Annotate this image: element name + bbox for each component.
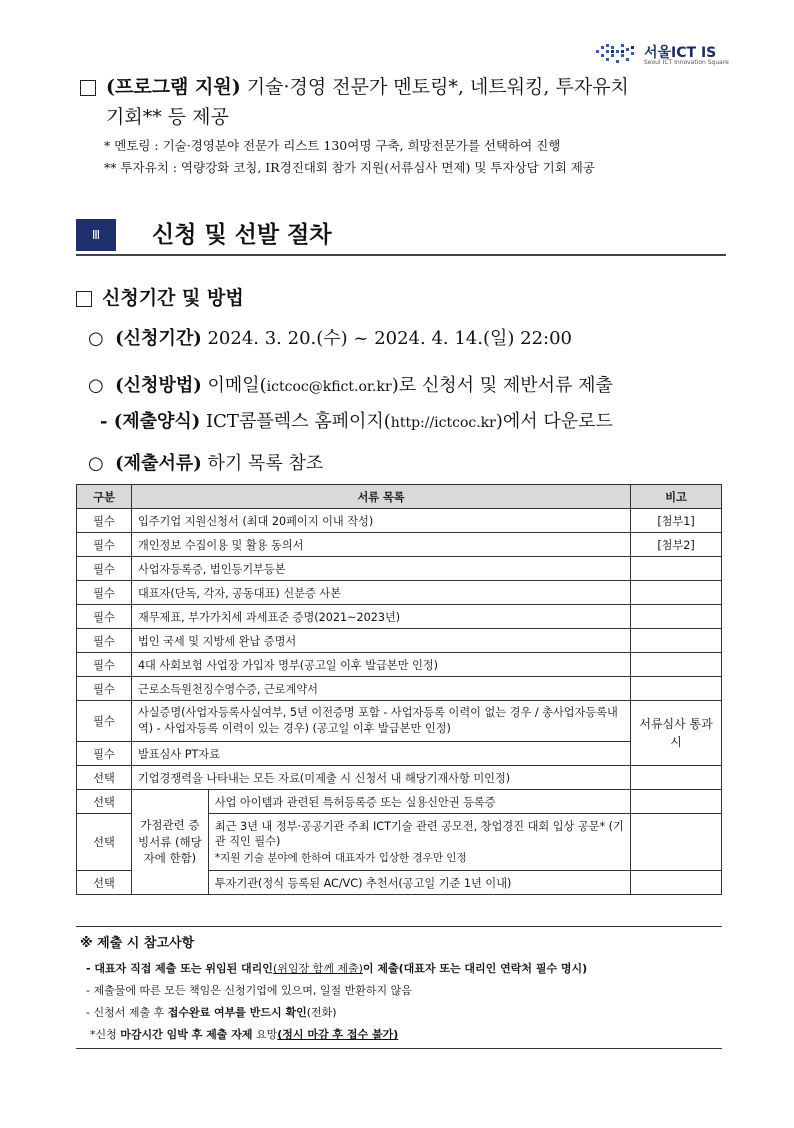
mentoring-footnote: * 멘토링 : 기술·경영분야 전문가 리스트 130여명 구축, 희망전문가를 선택하여 진행 xyxy=(104,138,561,153)
notes-bottom-divider xyxy=(76,1048,722,1049)
row-type: 필수 xyxy=(77,509,132,533)
row-note xyxy=(631,871,722,895)
row-type: 필수 xyxy=(77,742,132,766)
table-row xyxy=(77,533,722,557)
subsection-title-text: 신청기간 및 방법 xyxy=(102,287,244,309)
note-4-part-a: *신청 xyxy=(90,1028,121,1041)
header-docs: 서류 목록 xyxy=(131,485,630,509)
row-note xyxy=(631,605,722,629)
row-type: 필수 xyxy=(77,629,132,653)
program-support-line1 xyxy=(80,72,629,99)
section-number-badge: Ⅲ xyxy=(76,219,116,251)
logo-dots-icon xyxy=(594,42,640,66)
row-doc: 투자기관(정식 등록된 AC/VC) 추천서(공고일 기준 1년 이내) xyxy=(208,871,630,895)
note-4 xyxy=(90,1026,398,1042)
row-type: 필수 xyxy=(77,677,132,701)
row-note xyxy=(631,653,722,677)
method-pre: 이메일( xyxy=(201,375,267,396)
program-support-text1: 기술·경영 전문가 멘토링*, 네트워킹, 투자유치 xyxy=(240,76,629,98)
subsection-title xyxy=(76,283,244,310)
docs-value: 하기 목록 참조 xyxy=(201,453,324,474)
row-doc xyxy=(208,814,630,871)
note-3-part-a: - 신청서 제출 후 xyxy=(86,1006,168,1019)
row-doc: 근로소득원천징수영수증, 근로계약서 xyxy=(131,677,630,701)
homepage-link[interactable]: http://ictcoc.kr xyxy=(390,415,496,431)
row-doc: 4대 사회보험 사업장 가입자 명부(공고일 이후 발급본만 인정) xyxy=(131,653,630,677)
row-type: 필수 xyxy=(77,581,132,605)
screening-pass-note: 서류심사 통과 시 xyxy=(631,701,722,766)
row-doc: 사실증명(사업자등록사실여부, 5년 이전증명 포함 - 사업자등록 이력이 없는 경우 / 총사업자등록내역) - 사업자등록 이력이 있는 경우) (공고일 이후 발급본만 인정) xyxy=(131,701,630,742)
note-3-part-c: (전화) xyxy=(306,1006,337,1019)
row-type: 선택 xyxy=(77,790,132,814)
table-row xyxy=(77,509,722,533)
program-support-label: (프로그램 지원) xyxy=(106,76,241,98)
table-row xyxy=(77,742,722,766)
row-doc: 법인 국세 및 지방세 완납 증명서 xyxy=(131,629,630,653)
row-doc: 입주기업 지원신청서 (최대 20페이지 이내 작성) xyxy=(131,509,630,533)
period-label: (신청기간) xyxy=(115,328,202,349)
period-value: 2024. 3. 20.(수) ~ 2024. 4. 14.(일) 22:00 xyxy=(201,328,573,349)
table-row xyxy=(77,581,722,605)
bonus-group-label: 가점관련 증빙서류 (해당자에 한함) xyxy=(131,790,208,895)
row-doc-text: 최근 3년 내 정부·공공기관 주최 ICT기술 관련 공모전, 창업경진 대회 입상 공문* (기관 직인 필수) xyxy=(214,820,624,849)
row-note xyxy=(631,766,722,790)
row-doc: 발표심사 PT자료 xyxy=(131,742,630,766)
row-note: [첨부2] xyxy=(631,533,722,557)
row-type: 필수 xyxy=(77,533,132,557)
row-doc: 사업 아이템과 관련된 특허등록증 또는 실용신안권 등록증 xyxy=(208,790,630,814)
note-1-part-a: - 대표자 직접 제출 또는 위임된 대리인 xyxy=(86,962,273,975)
row-type: 선택 xyxy=(77,814,132,871)
note-1 xyxy=(86,960,587,976)
logo xyxy=(594,40,729,68)
table-row xyxy=(77,557,722,581)
application-period: ○ (신청기간) 2024. 3. 20.(수) ~ 2024. 4. 14.(일) 22:00 xyxy=(88,328,573,349)
note-3 xyxy=(86,1004,337,1020)
header-type: 구분 xyxy=(77,485,132,509)
submission-format xyxy=(100,407,613,433)
method-post: )로 신청서 및 제반서류 제출 xyxy=(391,375,613,396)
table-row xyxy=(77,629,722,653)
section-title: 신청 및 선발 절차 xyxy=(152,222,332,248)
note-4-part-d: (정시 마감 후 접수 불가) xyxy=(277,1028,399,1041)
row-type: 선택 xyxy=(77,766,132,790)
row-note xyxy=(631,814,722,871)
note-1-part-c: 이 제출(대표자 또는 대리인 연락처 필수 명시) xyxy=(362,962,588,975)
table-row xyxy=(77,605,722,629)
application-method: ○ (신청방법) 이메일(ictcoc@kfict.or.kr)로 신청서 및 제반서류 제출 xyxy=(88,375,613,396)
method-label: (신청방법) xyxy=(115,375,202,396)
table-row xyxy=(77,766,722,790)
row-note xyxy=(631,677,722,701)
format-label: - (제출양식) xyxy=(100,411,201,432)
email-link[interactable]: ictcoc@kfict.or.kr xyxy=(266,379,392,395)
note-4-part-b: 마감시간 임박 후 제출 자제 xyxy=(120,1028,253,1041)
format-pre: ICT콤플렉스 홈페이지( xyxy=(200,411,391,432)
row-note xyxy=(631,557,722,581)
logo-subtitle: Seoul ICT Innovation Square xyxy=(644,59,729,66)
checkbox-square-icon xyxy=(76,291,92,307)
checkbox-square-icon xyxy=(80,80,96,96)
documents-table xyxy=(76,484,722,895)
note-1-part-b: (위임장 함께 제출) xyxy=(272,962,363,975)
row-doc: 사업자등록증, 법인등기부등본 xyxy=(131,557,630,581)
row-doc: 대표자(단독, 각자, 공동대표) 신분증 사본 xyxy=(131,581,630,605)
table-row xyxy=(77,790,722,814)
row-type: 필수 xyxy=(77,605,132,629)
row-note xyxy=(631,629,722,653)
notes-title: ※ 제출 시 참고사항 xyxy=(80,936,195,951)
row-doc: 재무제표, 부가가치세 과세표준 증명(2021~2023년) xyxy=(131,605,630,629)
row-note: [첨부1] xyxy=(631,509,722,533)
row-type: 선택 xyxy=(77,871,132,895)
row-note xyxy=(631,581,722,605)
row-type: 필수 xyxy=(77,653,132,677)
note-2: - 제출물에 따른 모든 책임은 신청기업에 있으며, 일절 반환하지 않음 xyxy=(86,984,412,997)
header-note: 비고 xyxy=(631,485,722,509)
table-row xyxy=(77,701,722,742)
row-doc: 개인정보 수집이용 및 활용 동의서 xyxy=(131,533,630,557)
required-documents-heading: ○ (제출서류) 하기 목록 참조 xyxy=(88,453,324,474)
row-doc: 기업경쟁력을 나타내는 모든 자료(미제출 시 신청서 내 해당기재사항 미인정) xyxy=(131,766,630,790)
row-type: 필수 xyxy=(77,557,132,581)
row-note xyxy=(631,790,722,814)
docs-label: (제출서류) xyxy=(115,453,202,474)
table-row xyxy=(77,653,722,677)
investment-footnote: ** 투자유치 : 역량강화 코칭, IR경진대회 참가 지원(서류심사 면제) 및 투자상담 기회 제공 xyxy=(104,160,595,175)
note-4-part-c: 요망 xyxy=(252,1028,278,1041)
row-doc-footnote: *지원 기술 분야에 한하여 대표자가 입상한 경우만 인정 xyxy=(214,851,467,864)
program-support-line2: 기회** 등 제공 xyxy=(106,106,229,128)
logo-text: 서울ICT IS xyxy=(644,45,717,61)
notes-top-divider xyxy=(76,926,722,927)
table-header-row xyxy=(77,485,722,509)
section-divider xyxy=(76,254,726,256)
note-3-part-b: 접수완료 여부를 반드시 확인 xyxy=(167,1006,307,1019)
row-type: 필수 xyxy=(77,701,132,742)
table-row xyxy=(77,677,722,701)
format-post: )에서 다운로드 xyxy=(495,411,613,432)
